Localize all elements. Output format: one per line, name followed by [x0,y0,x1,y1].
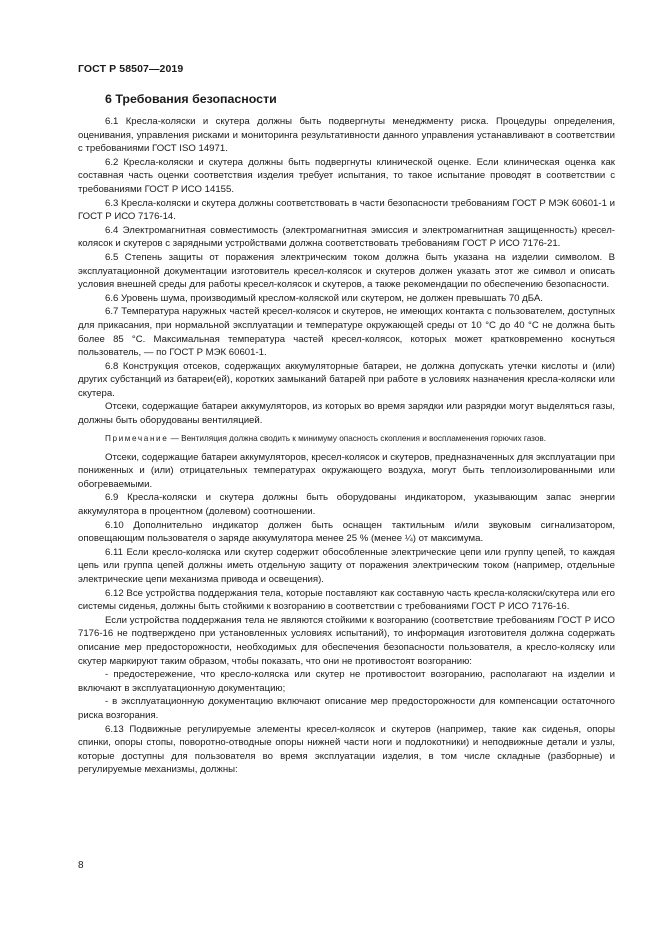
paragraph-6-10: 6.10 Дополнительно индикатор должен быть оснащен тактильным и/или звуковым сигнализатором, оповещающим пользователя о заряде аккумулятора менее 25 % (менее ¼) от максимума. [78,519,615,545]
section-title: 6 Требования безопасности [105,92,277,106]
note [78,433,615,445]
paragraph-6-12: 6.12 Все устройства поддержания тела, которые поставляют как составную часть кресла-коляски/скутера или его системы сиденья, должны быть стойкими к возгоранию в соответствии с требованиями ГОСТ Р ИСО 7176-16. [78,587,615,613]
paragraph-6-3: 6.3 Кресла-коляски и скутера должны соответствовать в части безопасности требованиям ГОСТ Р МЭК 60601-1 и ГОСТ Р ИСО 7176-14. [78,197,615,223]
paragraph-6-11: 6.11 Если кресло-коляска или скутер содержит обособленные электрические цепи или группу цепей, то каждая цепь или группа цепей должны иметь отдельную защиту от поражения электрическим током (например, отдельные электрические цепи механизма привода и освещения). [78,546,615,585]
paragraph-ventilation: Отсеки, содержащие батареи аккумуляторов, из которых во время зарядки или разрядки могут выделяться газы, должны быть оборудованы вентиляцией. [78,401,615,427]
list-item-warning: - предостережение, что кресло-коляска или скутер не противостоит возгоранию, располагают на изделии и включают в эксплуатационную документацию; [78,669,615,694]
list-item-precautions: - в эксплуатационную документацию включают описание мер предосторожности для компенсации остаточного риска возгорания. [78,696,615,721]
paragraph-6-2: 6.2 Кресла-коляски и скутера должны быть подвергнуты клинической оценке. Если клиническая оценка как составная часть оценки соответствия изделия требует испытания, то такое испытание проводят в соответствии с требованиями ГОСТ Р ИСО 14155. [78,156,615,195]
paragraph-6-5: 6.5 Степень защиты от поражения электрическим током должна быть указана на изделии символом. В эксплуатационной документации изготовитель кресел-колясок и скутеров должен указать этот же символ и описать условия внешней среды для работы кресел-колясок и скутеров, а также рекомендации по обеспечению безопасности. [78,251,615,291]
paragraph-6-8: 6.8 Конструкция отсеков, содержащих аккумуляторные батареи, не должна допускать утечки кислоты и (или) других субстанций из батареи(ей), коротких замыканий батарей при работе в условиях назначения кресла-коляски или скутера. [78,360,615,399]
paragraph-insulation: Отсеки, содержащие батареи аккумуляторов, кресел-колясок и скутеров, предназначенных для эксплуатации при пониженных и (или) отрицательных температурах окружающего воздуха, могут быть теплоизолированными или обогреваемыми. [78,451,615,490]
document-code-header: ГОСТ Р 58507—2019 [78,63,184,75]
paragraph-6-13: 6.13 Подвижные регулируемые элементы кресел-колясок и скутеров (например, такие как сиденья, опоры спинки, опоры стопы, поворотно-отводные опоры нижней части ноги и подлокотники) и неподвижные детали и узлы, которые доступны для пользователя во время эксплуатации изделия, в том числе складные (разборные) и регулируемые механизмы, должны: [78,723,615,776]
paragraph-fire-resistance: Если устройства поддержания тела не являются стойкими к возгоранию (соответствие требованиям ГОСТ Р ИСО 7176-16 не подтверждено при установленных условиях испытаний), то информация изготовителя должна содержать описание мер предосторожности, необходимых для обеспечения безопасности пользователя, а кресло-коляску или скутер маркируют таким образом, чтобы показать, что они не противостоят возгоранию: [78,614,615,667]
note-text: — Вентиляция должна сводить к минимуму опасность скопления и воспламенения горючих газов. [168,433,547,443]
paragraph-6-6: 6.6 Уровень шума, производимый креслом-коляской или скутером, не должен превышать 70 дБА. [105,292,543,304]
paragraph-6-4: 6.4 Электромагнитная совместимость (электромагнитная эмиссия и электромагнитная защищенность) кресел-колясок и скутеров с зарядными устройствами должна соответствовать требованиям ГОСТ Р ИСО 7176-21. [78,224,615,250]
page-number: 8 [78,860,84,871]
paragraph-6-9: 6.9 Кресла-коляски и скутера должны быть оборудованы индикатором, указывающим запас энергии аккумулятора в процентном (долевом) соотношении. [78,492,615,518]
document-body [78,92,615,777]
note-label: Примечание [105,433,169,443]
paragraph-6-7: 6.7 Температура наружных частей кресел-колясок и скутеров, не имеющих контакта с пользователем, доступных для прикасания, при нормальной эксплуатации и температуре окружающей среды от 10 °С до 40 °С не должна быть более 85 °С. Максимальная температура частей кресел-колясок, которых может кратковременно коснуться пользователь, — по ГОСТ Р МЭК 60601-1. [78,306,615,359]
paragraph-6-1: 6.1 Кресла-коляски и скутера должны быть подвергнуты менеджменту риска. Процедуры определения, оценивания, управления рисками и мониторинга результативности данного управления устанавливают в соответствии с требованиями ГОСТ ISO 14971. [78,116,615,155]
